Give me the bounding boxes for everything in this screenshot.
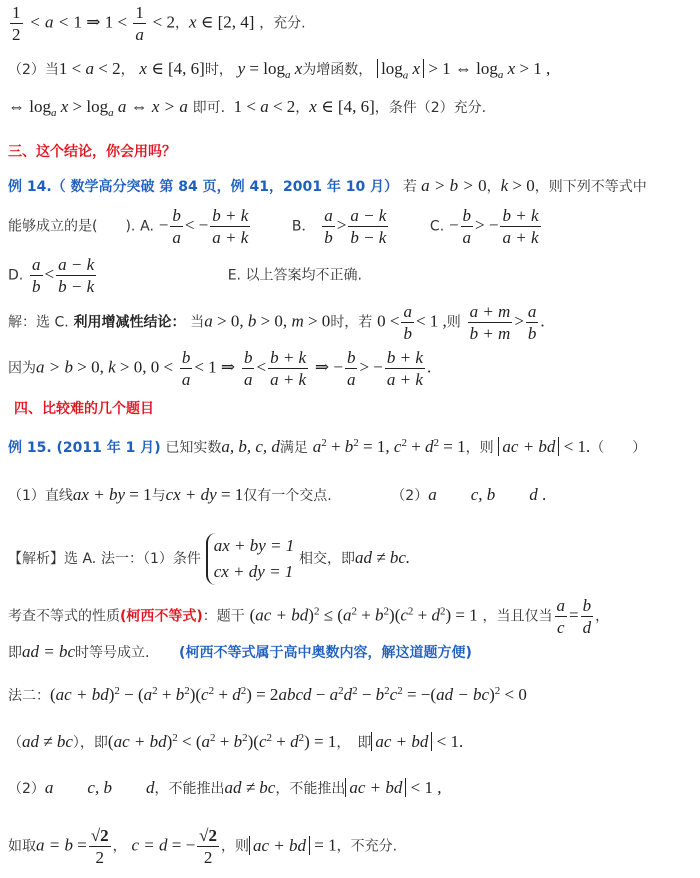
- option-c-label: C.: [429, 218, 445, 235]
- example-14-line-1: 例 14.（ 数学高分突破 第 84 页，例 41，2001 年 10 月） 若 a > b > 0，k > 0，则下列不等式中: [8, 176, 647, 195]
- example-15-conditions: （1）直线ax + by = 1与cx + dy = 1仅有一个交点. （2）a c, b d .: [8, 485, 547, 504]
- analysis-line-1: 【解析】选 A. 法一：（1）条件 ax + by = 1 cx + dy = 1 相交，即ad ≠ bc.: [8, 533, 410, 585]
- example-14-label: 例 14.（ 数学高分突破 第 84 页，例 41，2001 年 10 月）: [8, 179, 399, 195]
- fraction: $\frac{1}{2}$: [12, 3, 21, 44]
- option-d-label: D.: [8, 267, 24, 284]
- analysis-note: (柯西不等式属于高中奥数内容，解这道题方便): [179, 645, 472, 661]
- analysis-method-1: 法一：（1）条件: [101, 551, 201, 567]
- fraction: $\frac{1}{a}$: [135, 3, 144, 44]
- analysis-label: 【解析】选 A.: [8, 551, 97, 567]
- option-a-label: A.: [140, 218, 154, 235]
- example-14-stem: 能够成立的是( ).: [8, 218, 136, 235]
- section-4-title: 四、比较难的几个题目: [14, 401, 154, 417]
- solution-14-line-2: 因为a > b > 0, k > 0, 0 < $\frac{b}{a}$ < 1 ⇒ $\frac{b}{a}$ < $\frac{b + k}{a + k}$ ⇒ − $\frac{b}{a}$ > − $\frac{b + k}{a + k}$ .: [8, 348, 432, 389]
- line-3: ⇔ $\log_a x > \log_a a$ ⇔ x > a 即可. 1 < a < 2，x ∈ [4, 6]，条件（2）充分.: [8, 97, 487, 119]
- analysis-method-2: 法二：$(ac + bd)^2 - (a^2 + b^2)(c^2 + d^2)$ = 2abcd − $a^2d^2 - b^2c^2 = -(ad - bc)^2 < 0$: [8, 685, 527, 704]
- equation-system: [206, 533, 295, 585]
- option-e-label: E. 以上答案均不正确.: [227, 267, 362, 284]
- solution-14-method: 利用增减性结论：: [73, 314, 186, 331]
- analysis-last-line: 如取a = b = $\frac{√2}{2}$ ， c = d = − $\frac{√2}{2}$ ，则 ac + bd = 1，不充分.: [8, 826, 398, 867]
- example-15-label: 例 15.: [8, 440, 52, 456]
- example-15-source: (2011 年 1 月): [56, 440, 161, 456]
- analysis-equality-line: 即ad = bc时等号成立. (柯西不等式属于高中奥数内容，解这道题方便): [8, 642, 472, 661]
- example-15-line-1: 例 15. (2011 年 1 月) 已知实数a, b, c, d满足 $a^2 + b^2 = 1$, $c^2 + d^2 = 1$，则 ac + bd < 1.（ ）: [8, 437, 647, 456]
- section-3-title: 三、这个结论，你会用吗？: [8, 144, 176, 160]
- line-1: $\frac{1}{2}$ < a < 1 ⇒ 1 < $\frac{1}{a}$ < 2，x ∈ [2, 4] ，充分.: [12, 3, 306, 44]
- line-2: （2）当1 < a < 2， x ∈ [4, 6]时， $y = \log_a x$为增函数， $\log_a x > 1$ ⇔ $\log_a x > 1$ ,: [8, 59, 551, 82]
- analysis-method-2-line-2: （ad ≠ bc），即$(ac + bd)^2 < (a^2 + b^2)(c^2 + d^2) = 1$， 即 ac + bd < 1.: [8, 732, 464, 751]
- solution-14-label: 解：选 C.: [8, 314, 69, 331]
- solution-14-line-1: 解：选 C. 利用增减性结论： 当a > 0, b > 0, m > 0时，若 0 < $\frac{a}{b}$ < 1 ,则 $\frac{a + m}{b + m}$ > $\frac{a}{b}$ .: [8, 302, 545, 343]
- cauchy-intro: 考查不等式的性质: [8, 608, 120, 625]
- example-14-line-2: 能够成立的是( ). A. − $\frac{b}{a}$ < − $\frac{b + k}{a + k}$ B． $\frac{a}{b}$ > $\frac{a - k}{b - k}$ C. − $\frac{b}{a}$ > − $\frac{b + k}{a + k}$: [8, 206, 539, 247]
- analysis-cauchy-line: 考查不等式的性质(柯西不等式)：题干 $(ac + bd)^2 \le (a^2 + b^2)(c^2 + d^2) = 1$ ，当且仅当 $\frac{a}{c}$ = $\frac{b}{d}$ ，: [8, 596, 610, 637]
- system-eq-1: ax + by = 1: [213, 536, 295, 555]
- cauchy-name: (柯西不等式): [120, 608, 203, 625]
- analysis-condition-2-line: （2）a c, b d，不能推出ad ≠ bc，不能推出 ac + bd < 1 ,: [8, 778, 442, 797]
- system-eq-2: cx + dy = 1: [213, 562, 294, 581]
- option-b-label: B．: [291, 218, 316, 235]
- line1-suffix: ，充分.: [259, 15, 306, 32]
- example-14-line-3: D. $\frac{a}{b}$ < $\frac{a - k}{b - k}$ E. 以上答案均不正确.: [8, 255, 362, 296]
